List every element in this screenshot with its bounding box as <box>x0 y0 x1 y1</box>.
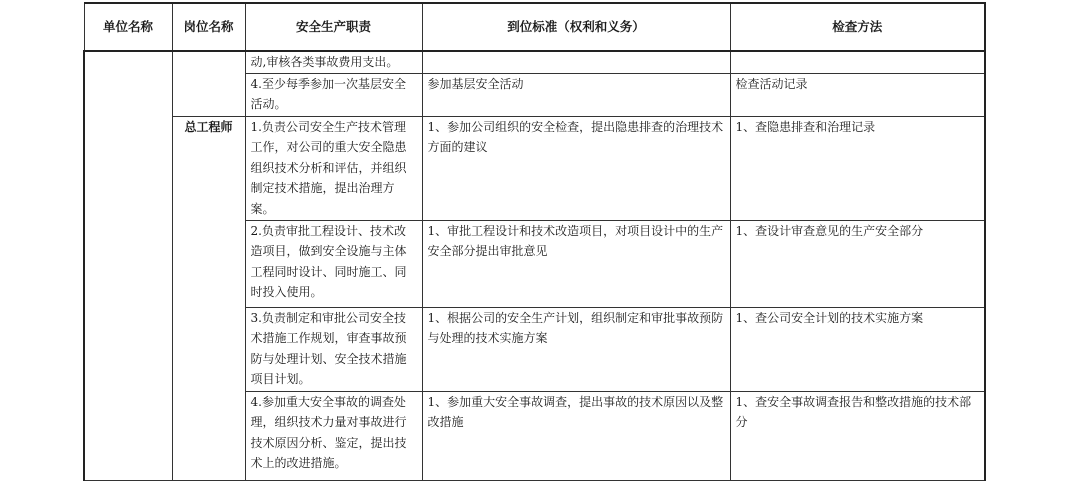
duty-cell: 4.至少每季参加一次基层安全活动。 <box>245 73 422 116</box>
method-cell: 1、查隐患排查和治理记录 <box>730 116 985 220</box>
standard-cell: 1、审批工程设计和技术改造项目，对项目设计中的生产安全部分提出审批意见 <box>422 220 730 307</box>
position-cell-previous <box>172 51 245 116</box>
standard-cell: 1、参加公司组织的安全检查，提出隐患排查的治理技术方面的建议 <box>422 116 730 220</box>
duty-cell: 3.负责制定和审批公司安全技术措施工作规划，审查事故预防与处理计划、安全技术措施项目计划。 <box>245 307 422 391</box>
standard-cell <box>422 51 730 73</box>
unit-name-cell <box>84 51 172 480</box>
duty-cell: 1.负责公司安全生产技术管理工作，对公司的重大安全隐患组织技术分析和评估，并组织制定技术措施，提出治理方案。 <box>245 116 422 220</box>
header-unit-name: 单位名称 <box>84 3 172 51</box>
method-cell: 1、查安全事故调查报告和整改措施的技术部分 <box>730 391 985 480</box>
header-check-method: 检查方法 <box>730 3 985 51</box>
duty-cell: 4.参加重大安全事故的调查处理，组织技术力量对事故进行技术原因分析、鉴定，提出技术上的改进措施。 <box>245 391 422 480</box>
method-cell: 检查活动记录 <box>730 73 985 116</box>
method-cell: 1、查设计审查意见的生产安全部分 <box>730 220 985 307</box>
table-row <box>84 116 985 220</box>
position-chief-engineer: 总工程师 <box>172 116 245 480</box>
method-cell: 1、查公司安全计划的技术实施方案 <box>730 307 985 391</box>
standard-cell: 1、参加重大安全事故调查，提出事故的技术原因以及整改措施 <box>422 391 730 480</box>
table-row <box>84 51 985 73</box>
header-standard: 到位标准（权利和义务） <box>422 3 730 51</box>
header-position-name: 岗位名称 <box>172 3 245 51</box>
duty-cell: 动,审核各类事故费用支出。 <box>245 51 422 73</box>
safety-duty-table <box>83 2 986 481</box>
header-safety-duty: 安全生产职责 <box>245 3 422 51</box>
method-cell <box>730 51 985 73</box>
table-header-row <box>84 3 985 51</box>
standard-cell: 参加基层安全活动 <box>422 73 730 116</box>
duty-cell: 2.负责审批工程设计、技术改造项目，做到安全设施与主体工程同时设计、同时施工、同时投入使用。 <box>245 220 422 307</box>
standard-cell: 1、根据公司的安全生产计划，组织制定和审批事故预防与处理的技术实施方案 <box>422 307 730 391</box>
